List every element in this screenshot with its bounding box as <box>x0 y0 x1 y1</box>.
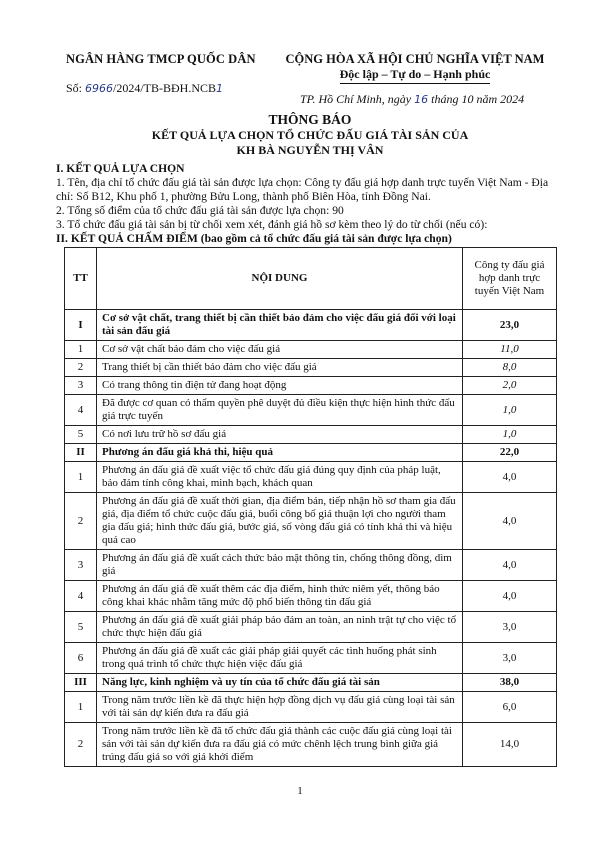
table-row <box>65 643 557 674</box>
row-content: Đã được cơ quan có thẩm quyền phê duyệt đủ điều kiện thực hiện hình thức đấu giá trực tuyến <box>97 395 463 426</box>
row-tt: I <box>65 310 97 341</box>
row-content: Có trang thông tin điện tử đang hoạt động <box>97 377 463 395</box>
table-row <box>65 550 557 581</box>
row-content: Phương án đấu giá khả thi, hiệu quả <box>97 444 463 462</box>
table-group-row <box>65 674 557 692</box>
header-left <box>66 52 276 96</box>
row-content: Phương án đấu giá đề xuất thêm các địa điểm, hình thức niêm yết, thông báo công khai khác nhằm tăng mức độ phổ biến thông tin đấu giá <box>97 581 463 612</box>
row-tt: 1 <box>65 462 97 493</box>
number-suffix: /2024/TB-BĐH.NCB <box>113 81 217 95</box>
table-row <box>65 462 557 493</box>
row-content: Phương án đấu giá đề xuất thời gian, địa điểm bán, tiếp nhận hồ sơ tham gia đấu giá, địa điểm tổ chức cuộc đấu giá, buổi công bố giá thuận lợi cho người tham gia đấu giá; hình thức đấu giá, bước giá, số vòng đấu giá có tính khả thi và hiệu quả cao <box>97 493 463 550</box>
row-content: Cơ sở vật chất bảo đảm cho việc đấu giá <box>97 341 463 359</box>
nation-name: CỘNG HÒA XÃ HỘI CHỦ NGHĨA VIỆT NAM <box>285 52 545 66</box>
motto: Độc lập – Tự do – Hạnh phúc <box>340 67 491 84</box>
document-number <box>66 81 276 96</box>
row-content: Phương án đấu giá đề xuất việc tổ chức đấu giá đúng quy định của pháp luật, bảo đảm tính công khai, minh bạch, khách quan <box>97 462 463 493</box>
row-content: Cơ sở vật chất, trang thiết bị cần thiết bảo đảm cho việc đấu giá đối với loại tài sản đấu giá <box>97 310 463 341</box>
row-tt: 1 <box>65 341 97 359</box>
row-score: 8,0 <box>463 359 557 377</box>
document-body <box>56 162 568 246</box>
section-2-heading: II. KẾT QUẢ CHẤM ĐIỂM (bao gồm cả tổ chức đấu giá tài sản được lựa chọn) <box>56 232 452 245</box>
row-content: Trong năm trước liền kề đã thực hiện hợp đồng dịch vụ đấu giá cùng loại tài sản với tài sản dự kiến đưa ra đấu giá <box>97 692 463 723</box>
table-row <box>65 723 557 767</box>
table-row <box>65 692 557 723</box>
row-score: 1,0 <box>463 395 557 426</box>
row-score: 4,0 <box>463 493 557 550</box>
row-tt: 3 <box>65 550 97 581</box>
row-tt: 1 <box>65 692 97 723</box>
section-1-line: 1. Tên, địa chỉ tổ chức đấu giá tài sản được lựa chọn: Công ty đấu giá hợp danh trực tuyến Việt Nam - Địa chỉ: Số B12, Khu phố 1, phường Bửu Long, thành phố Biên Hòa, tỉnh Đồng Nai. <box>56 176 549 203</box>
table-row <box>65 359 557 377</box>
row-tt: 4 <box>65 395 97 426</box>
document-subtitle <box>60 128 560 158</box>
row-content: Trong năm trước liền kề đã tổ chức đấu giá thành các cuộc đấu giá cùng loại tài sản với tài sản dự kiến đưa ra đấu giá có mức chênh lệch trung bình giữa giá trúng đấu giá so với giá khởi điểm <box>97 723 463 767</box>
row-tt: 5 <box>65 426 97 444</box>
row-tt: 2 <box>65 723 97 767</box>
row-score: 14,0 <box>463 723 557 767</box>
row-score: 4,0 <box>463 462 557 493</box>
row-score: 3,0 <box>463 612 557 643</box>
date-prefix: TP. Hồ Chí Minh, ngày <box>300 92 415 106</box>
row-score: 23,0 <box>463 310 557 341</box>
table-row <box>65 493 557 550</box>
header-right <box>270 52 560 84</box>
row-tt: 4 <box>65 581 97 612</box>
row-score: 6,0 <box>463 692 557 723</box>
row-score: 22,0 <box>463 444 557 462</box>
number-mark: 1 <box>216 82 224 95</box>
row-score: 3,0 <box>463 643 557 674</box>
table-row <box>65 581 557 612</box>
header-content: NỘI DUNG <box>97 248 463 310</box>
table-group-row <box>65 444 557 462</box>
row-score: 4,0 <box>463 581 557 612</box>
table-header-row <box>65 248 557 310</box>
table-row <box>65 341 557 359</box>
subtitle-line-1: KẾT QUẢ LỰA CHỌN TỔ CHỨC ĐẤU GIÁ TÀI SẢN CỦA <box>151 128 469 142</box>
table-row <box>65 395 557 426</box>
row-tt: 6 <box>65 643 97 674</box>
row-content: Phương án đấu giá đề xuất giải pháp bảo đảm an toàn, an ninh trật tự cho việc tổ chức thực hiện đấu giá <box>97 612 463 643</box>
page-number: 1 <box>297 785 303 797</box>
table-body <box>65 310 557 767</box>
table-row <box>65 426 557 444</box>
row-tt: II <box>65 444 97 462</box>
row-score: 4,0 <box>463 550 557 581</box>
row-tt: 2 <box>65 359 97 377</box>
table-group-row <box>65 310 557 341</box>
row-content: Phương án đấu giá đề xuất cách thức bảo mật thông tin, chống thông đồng, dìm giá <box>97 550 463 581</box>
date-day-handwritten: 16 <box>414 93 429 106</box>
section-1-heading: I. KẾT QUẢ LỰA CHỌN <box>56 162 185 175</box>
row-content: Trang thiết bị cần thiết bảo đảm cho việc đấu giá <box>97 359 463 377</box>
header-tt: TT <box>65 248 97 310</box>
row-content: Có nơi lưu trữ hồ sơ đấu giá <box>97 426 463 444</box>
row-tt: III <box>65 674 97 692</box>
section-1-line: 3. Tổ chức đấu giá tài sản bị từ chối xem xét, đánh giá hồ sơ kèm theo lý do từ chối (nếu có): <box>56 218 488 231</box>
subtitle-line-2: KH BÀ NGUYỄN THỊ VÂN <box>236 143 384 157</box>
row-tt: 3 <box>65 377 97 395</box>
document-title: THÔNG BÁO <box>268 112 352 127</box>
organization-name: NGÂN HÀNG TMCP QUỐC DÂN <box>66 52 256 66</box>
table-row <box>65 612 557 643</box>
row-score: 2,0 <box>463 377 557 395</box>
row-score: 1,0 <box>463 426 557 444</box>
row-score: 38,0 <box>463 674 557 692</box>
section-1-line: 2. Tổng số điểm của tổ chức đấu giá tài sản được lựa chọn: 90 <box>56 204 344 217</box>
row-content: Năng lực, kinh nghiệm và uy tín của tổ chức đấu giá tài sản <box>97 674 463 692</box>
row-score: 11,0 <box>463 341 557 359</box>
row-content: Phương án đấu giá đề xuất các giải pháp giải quyết các tình huống phát sinh trong quá trình tổ chức thực hiện việc đấu giá <box>97 643 463 674</box>
table-row <box>65 377 557 395</box>
date-suffix: tháng 10 năm 2024 <box>428 92 525 106</box>
number-handwritten: 6966 <box>85 82 114 95</box>
score-table <box>64 247 557 767</box>
row-tt: 2 <box>65 493 97 550</box>
document-date <box>300 92 524 107</box>
row-tt: 5 <box>65 612 97 643</box>
number-prefix: Số: <box>66 81 86 95</box>
header-company: Công ty đấu giá hợp danh trực tuyến Việt Nam <box>463 248 557 310</box>
